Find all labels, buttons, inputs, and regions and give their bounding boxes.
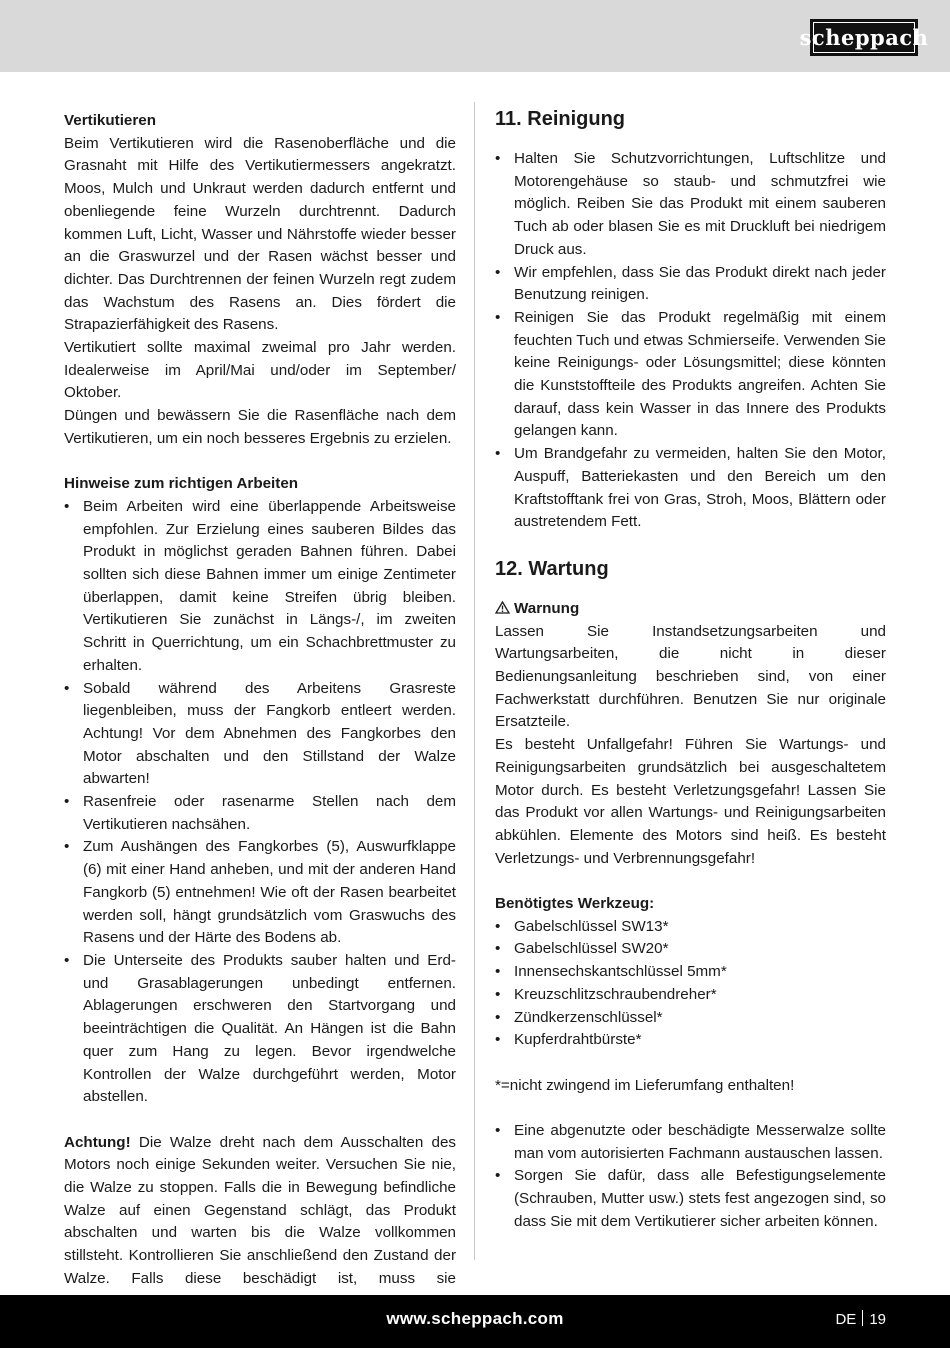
tools-note: *=nicht zwingend im Lieferumfang enthalten!	[495, 1076, 795, 1094]
separator	[862, 1310, 863, 1326]
paragraph: Es besteht Unfallgefahr! Führen Sie Wartungs- und Reinigungsarbeiten grundsätzlich bei ausgeschaltetem Motor durch. Es besteht Verletzungsgefahr! Lassen Sie das Produkt vor allen Wartungs- und Reinigungsarbeiten abkühlen. Elemente des Motors sind heiß. Es besteht Verletzungs- und Verbrennungsgefahr!	[495, 736, 886, 867]
list-item: • Zündkerzenschlüssel*	[495, 1007, 886, 1030]
left-column	[64, 110, 456, 1313]
list-item: • Sobald während des Arbeitens Grasreste liegenbleiben, muss der Fangkorb entleert werden. Achtung! Vor dem Abnehmen des Fangkorbes den Motor abschalten und den Stillstand der Walze abwarten!	[64, 678, 456, 792]
section-heading-hinweise: Hinweise zum richtigen Arbeiten	[64, 475, 299, 493]
list-item: • Gabelschlüssel SW13*	[495, 916, 886, 939]
warning-heading	[495, 598, 886, 621]
section-heading-vertikutieren: Vertikutieren	[64, 112, 157, 129]
warning-label: Warnung	[514, 599, 580, 617]
list-item: • Beim Arbeiten wird eine überlappende Arbeitsweise empfohlen. Zur Erzielung eines sauberen Bildes das Produkt in möglichst geraden Bahnen führen. Dabei sollten sich diese Bahnen immer um einige Zentimeter überlappen, damit keine Streifen übrig bleiben. Vertikutieren Sie zunächst in Längs-/, im zweiten Schritt in Querrichtung, um ein Schachbrettmuster zu erhalten.	[64, 496, 456, 678]
list-item: • Innensechskantschlüssel 5mm*	[495, 961, 886, 984]
scheppach-logo: scheppach	[810, 19, 918, 56]
list-item: • Kreuzschlitzschraubendreher*	[495, 984, 886, 1007]
attention-label: Achtung!	[64, 1133, 131, 1151]
list-item: • Kupferdrahtbürste*	[495, 1029, 886, 1052]
heading-wartung: 12. Wartung	[495, 557, 609, 580]
right-column	[495, 104, 886, 1234]
list-item: • Um Brandgefahr zu vermeiden, halten Sie den Motor, Auspuff, Batteriekasten und den Bereich um den Kraftstofftank frei von Gras, Stroh, Moos, Blättern oder austretendem Fett.	[495, 443, 886, 534]
cleaning-list	[495, 148, 886, 534]
list-item: • Eine abgenutzte oder beschädigte Messerwalze sollte man vom autorisierten Fachmann austauschen lassen.	[495, 1120, 886, 1165]
page-header	[0, 0, 950, 72]
attention-text: Die Walze dreht nach dem Ausschalten des Motors noch einige Sekunden weiter. Versuchen Sie nie, die Walze zu stoppen. Falls die in Bewegung befindliche Walze auf einen Gegenstand schlägt, das Produkt abschalten und warten bis die Walze vollkommen stillsteht. Kontrollieren Sie anschließend den Zustand der Walze. Falls diese beschädigt ist, muss sie	[64, 1133, 456, 1287]
attention-paragraph	[64, 1132, 456, 1314]
paragraph: Vertikutiert sollte maximal zweimal pro Jahr werden. Idealerweise im April/Mai und/oder im September/ Oktober.	[64, 339, 456, 402]
language-code: DE	[835, 1311, 857, 1328]
paragraph: Düngen und bewässern Sie die Rasenfläche nach dem Vertikutieren, um ein noch besseres Ergebnis zu erzielen.	[64, 407, 456, 447]
column-divider	[474, 102, 475, 1260]
warning-triangle-icon	[495, 600, 514, 617]
page-footer	[0, 1295, 950, 1348]
paragraph: Lassen Sie Instandsetzungsarbeiten und Wartungsarbeiten, die nicht in dieser Bedienungsanleitung beschrieben sind, von einer Fachwerkstatt durchführen. Benutzen Sie nur originale Ersatzteile.	[495, 622, 886, 731]
paragraph: Beim Vertikutieren wird die Rasenoberfläche und die Grasnaht mit Hilfe des Vertikutiermessers angekratzt. Moos, Mulch und Unkraut werden dadurch entfernt und obenliegende feine Wurzeln durchtrennt. Dadurch kommen Luft, Licht, Wasser und Nährstoffe wieder besser an die Graswurzel und der Rasen wächst besser und dichter. Das Durchtrennen der feinen Wurzeln regt zudem das Wachstum des Rasens an. Dies fördert die Strapazierfähigkeit des Rasens.	[64, 134, 456, 334]
hints-list	[64, 496, 456, 1109]
final-list	[495, 1120, 886, 1234]
list-item: • Reinigen Sie das Produkt regelmäßig mit einem feuchten Tuch und etwas Schmierseife. Verwenden Sie keine Reinigungs- oder Lösungsmittel; diese könnten die Kunststoffteile des Produkts angreifen. Achten Sie darauf, dass kein Wasser in das Innere des Produkts gelangen kann.	[495, 307, 886, 443]
list-item: • Wir empfehlen, dass Sie das Produkt direkt nach jeder Benutzung reinigen.	[495, 262, 886, 307]
tools-heading: Benötigtes Werkzeug:	[495, 895, 655, 913]
page-number: 19	[869, 1311, 886, 1328]
list-item: • Zum Aushängen des Fangkorbes (5), Auswurfklappe (6) mit einer Hand anheben, und mit der anderen Hand Fangkorb (5) entnehmen! Wie oft der Rasen bearbeitet werden soll, hängt grundsätzlich vom Graswuchs des Rasens und der Härte des Bodens ab.	[64, 836, 456, 950]
list-item: • Sorgen Sie dafür, dass alle Befestigungselemente (Schrauben, Mutter usw.) stets fest angezogen sind, so dass Sie mit dem Vertikutierer sicher arbeiten können.	[495, 1165, 886, 1233]
tools-list	[495, 916, 886, 1052]
heading-reinigung: 11. Reinigung	[495, 108, 626, 130]
website-link[interactable]: www.scheppach.com	[386, 1309, 564, 1328]
list-item: • Gabelschlüssel SW20*	[495, 938, 886, 961]
list-item: • Halten Sie Schutzvorrichtungen, Luftschlitze und Motorengehäuse so staub- und schmutzfrei wie möglich. Reiben Sie das Produkt mit einem sauberen Tuch ab oder blasen Sie es mit Druckluft bei niedrigem Druck aus.	[495, 148, 886, 262]
list-item: • Die Unterseite des Produkts sauber halten und Erd- und Grasablagerungen unbedingt entfernen. Ablagerungen erschweren den Startvorgang und beeinträchtigen die Qualität. An Hängen ist die Bahn quer zum Hang zu legen. Bevor irgendwelche Kontrollen der Walze durchgeführt werden, Motor abstellen.	[64, 950, 456, 1109]
page-indicator	[835, 1310, 886, 1328]
list-item: • Rasenfreie oder rasenarme Stellen nach dem Vertikutieren nachsähen.	[64, 791, 456, 836]
